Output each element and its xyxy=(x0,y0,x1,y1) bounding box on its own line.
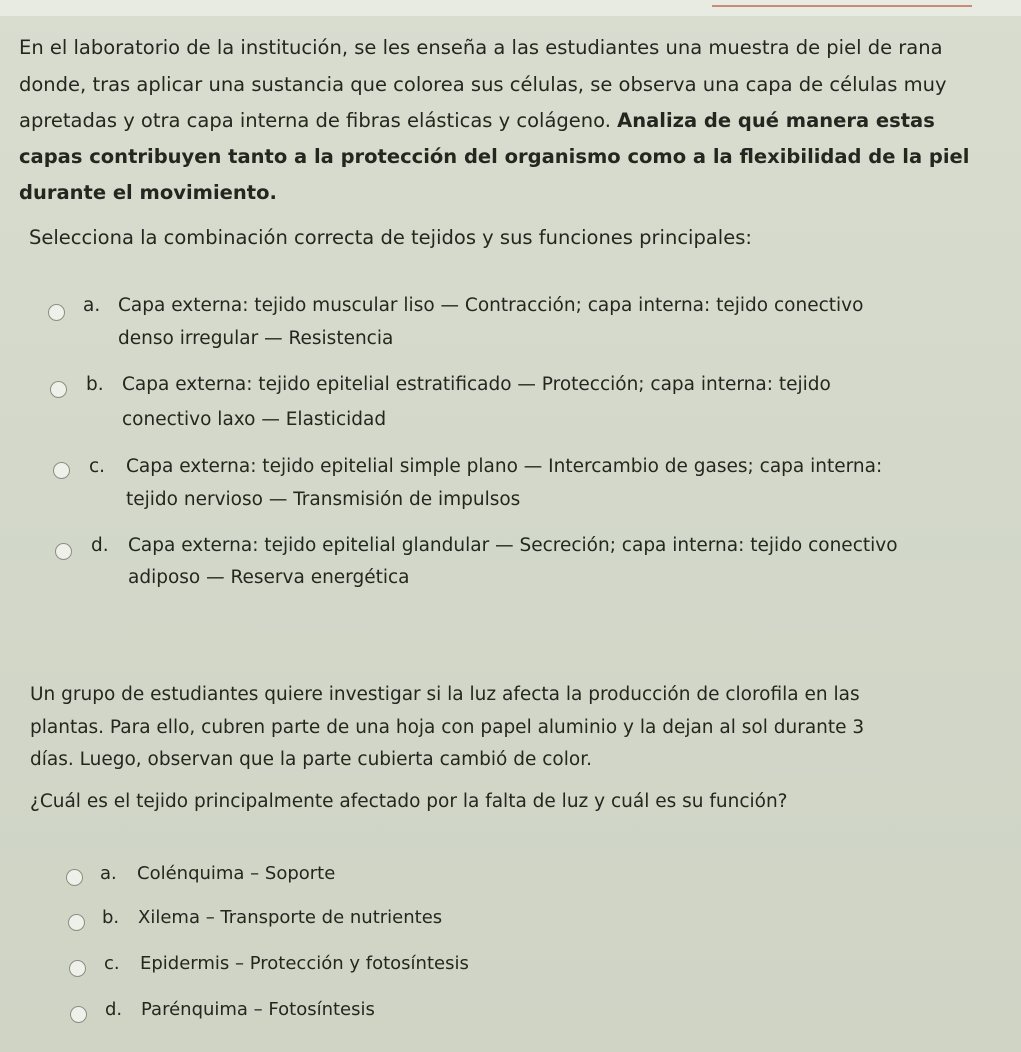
option-text-line-2: denso irregular — Resistencia xyxy=(118,328,394,349)
question-1-bold-line-2: durante el movimiento. xyxy=(19,181,277,204)
question-2-option-b[interactable] xyxy=(0,904,700,938)
option-text: Colénquima – Soporte xyxy=(137,863,336,884)
question-1-line-2: donde, tras aplicar una sustancia que colorea sus células, se observa una capa de células muy xyxy=(19,73,947,96)
question-1-line-3 xyxy=(19,103,935,138)
question-1-option-b[interactable] xyxy=(0,370,960,440)
radio-button[interactable] xyxy=(53,462,70,479)
question-1-option-a[interactable] xyxy=(0,288,960,358)
option-text-line-1: Capa externa: tejido epitelial glandular — Secreción; capa interna: tejido conectivo xyxy=(128,535,898,556)
option-text: Epidermis – Protección y fotosíntesis xyxy=(140,953,469,974)
question-1-bold-line-1: capas contribuyen tanto a la protección del organismo como a la flexibilidad de la piel xyxy=(19,145,970,168)
radio-button[interactable] xyxy=(70,1006,87,1023)
question-1-option-d[interactable] xyxy=(0,528,960,598)
radio-button[interactable] xyxy=(55,543,72,560)
question-1-line-3-normal: apretadas y otra capa interna de fibras elásticas y colágeno. xyxy=(19,109,618,132)
question-2-option-a[interactable] xyxy=(0,860,700,894)
question-2-line-3: días. Luego, observan que la parte cubierta cambió de color. xyxy=(30,749,592,770)
question-2-option-d[interactable] xyxy=(0,996,700,1030)
option-text-line-2: conectivo laxo — Elasticidad xyxy=(122,409,387,430)
question-1-option-c[interactable] xyxy=(0,450,960,520)
radio-button[interactable] xyxy=(69,960,86,977)
option-letter: b. xyxy=(86,374,104,395)
radio-button[interactable] xyxy=(48,304,65,321)
question-1-line-3-bold: Analiza de qué manera estas xyxy=(617,109,935,132)
question-1-line-1: En el laboratorio de la institución, se les enseña a las estudiantes una muestra de piel de rana xyxy=(19,36,943,59)
top-accent-line xyxy=(712,0,972,7)
option-text-line-1: Capa externa: tejido muscular liso — Contracción; capa interna: tejido conectivo xyxy=(118,295,864,316)
radio-button[interactable] xyxy=(50,381,67,398)
option-text: Xilema – Transporte de nutrientes xyxy=(138,907,443,928)
question-2-option-c[interactable] xyxy=(0,950,700,984)
option-letter: a. xyxy=(100,863,117,884)
option-letter: a. xyxy=(83,295,101,316)
option-letter: b. xyxy=(102,907,120,928)
radio-button[interactable] xyxy=(68,914,85,931)
option-letter: d. xyxy=(91,535,109,556)
option-text-line-2: adiposo — Reserva energética xyxy=(128,567,410,588)
question-2-instruction: ¿Cuál es el tejido principalmente afectado por la falta de luz y cuál es su función? xyxy=(30,791,788,812)
option-text-line-1: Capa externa: tejido epitelial estratificado — Protección; capa interna: tejido xyxy=(122,374,831,395)
option-text-line-1: Capa externa: tejido epitelial simple plano — Intercambio de gases; capa interna: xyxy=(126,456,883,477)
radio-button[interactable] xyxy=(66,869,83,886)
option-letter: c. xyxy=(89,456,106,477)
option-text-line-2: tejido nervioso — Transmisión de impulsos xyxy=(126,489,521,510)
question-1-instruction: Selecciona la combinación correcta de tejidos y sus funciones principales: xyxy=(29,226,752,249)
question-2-line-2: plantas. Para ello, cubren parte de una hoja con papel aluminio y la dejan al sol durante 3 xyxy=(30,717,865,738)
option-text: Parénquima – Fotosíntesis xyxy=(141,999,375,1020)
option-letter: d. xyxy=(105,999,123,1020)
question-2-line-1: Un grupo de estudiantes quiere investigar si la luz afecta la producción de clorofila en las xyxy=(30,684,860,705)
option-letter: c. xyxy=(104,953,120,974)
